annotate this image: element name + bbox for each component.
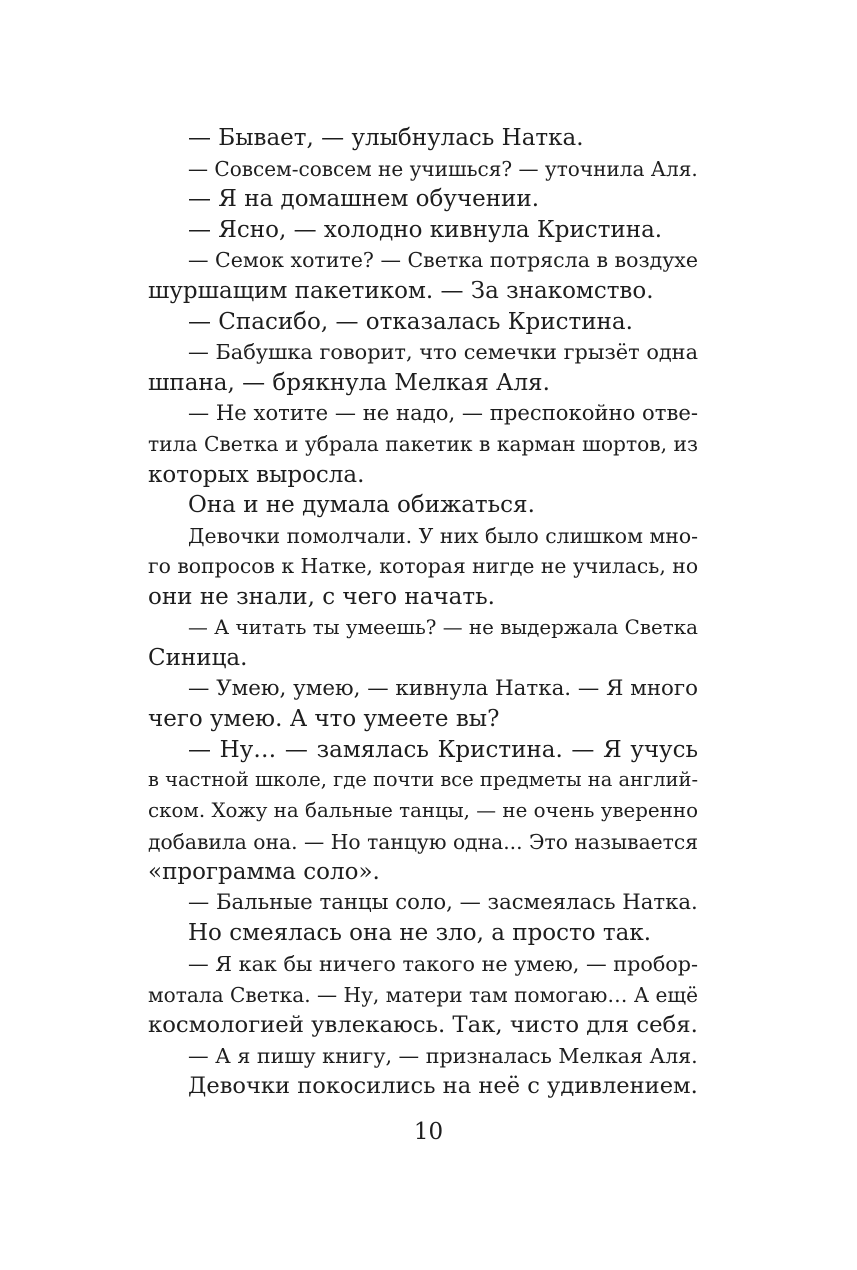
text-line: — Совсем-совсем не учишься? — уточнила Аля. [188, 156, 698, 181]
text-line: «программа соло». [148, 859, 380, 886]
text-line: Она и не думала обижаться. [188, 492, 535, 519]
text-line: Но смеялась она не зло, а просто так. [188, 920, 652, 947]
body-text [148, 123, 698, 1102]
text-line: — Бальные танцы соло, — засмеялась Натка. [188, 889, 698, 915]
text-line: они не знали, с чего начать. [148, 583, 495, 610]
text-line: шуршащим пакетиком. — За знакомство. [148, 277, 654, 304]
text-line: — А я пишу книгу, — призналась Мелкая Аля. [188, 1043, 698, 1068]
text-line: го вопросов к Натке, которая нигде не училась, но [148, 554, 699, 579]
text-line: — Ясно, — холодно кивнула Кристина. [188, 216, 663, 243]
text-line: Синица. [148, 645, 248, 672]
text-line: — Умею, умею, — кивнула Натка. — Я много [188, 675, 698, 701]
text-line: — Бабушка говорит, что семечки грызёт одна [188, 340, 698, 365]
text-line: которых выросла. [148, 461, 365, 488]
text-line: добавила она. — Но танцую одна... Это называется [148, 829, 698, 854]
text-line: мотала Светка. — Ну, матери там помогаю… А ещё [148, 982, 698, 1007]
page-number: 10 [413, 1119, 444, 1145]
text-line: — Не хотите — не надо, — преспокойно отве- [188, 400, 698, 426]
text-line: — Ну… — замялась Кристина. — Я учусь [188, 736, 698, 763]
text-line: ском. Хожу на бальные танцы, — не очень уверенно [148, 799, 698, 823]
text-line: — А читать ты умеешь? — не выдержала Светка [188, 615, 698, 639]
text-line: космологией увлекаюсь. Так, чисто для себя. [148, 1012, 698, 1039]
text-line: тила Светка и убрала пакетик в карман шортов, из [148, 431, 698, 456]
text-line: чего умею. А что умеете вы? [148, 706, 500, 733]
text-line: — Я на домашнем обучении. [188, 186, 540, 213]
text-line: Девочки помолчали. У них было слишком мно- [188, 523, 698, 548]
text-line: — Бывает, — улыбнулась Натка. [188, 125, 584, 151]
text-line: — Семок хотите? — Светка потрясла в воздухе [188, 248, 698, 273]
text-line: в частной школе, где почти все предметы на англий- [148, 768, 699, 792]
text-line: — Я как бы ничего такого не умею, — пробор- [188, 952, 698, 977]
text-line: шпана, — брякнула Мелкая Аля. [148, 369, 550, 396]
text-line: — Спасибо, — отказалась Кристина. [188, 308, 633, 335]
text-line: Девочки покосились на неё с удивлением. [188, 1073, 698, 1100]
